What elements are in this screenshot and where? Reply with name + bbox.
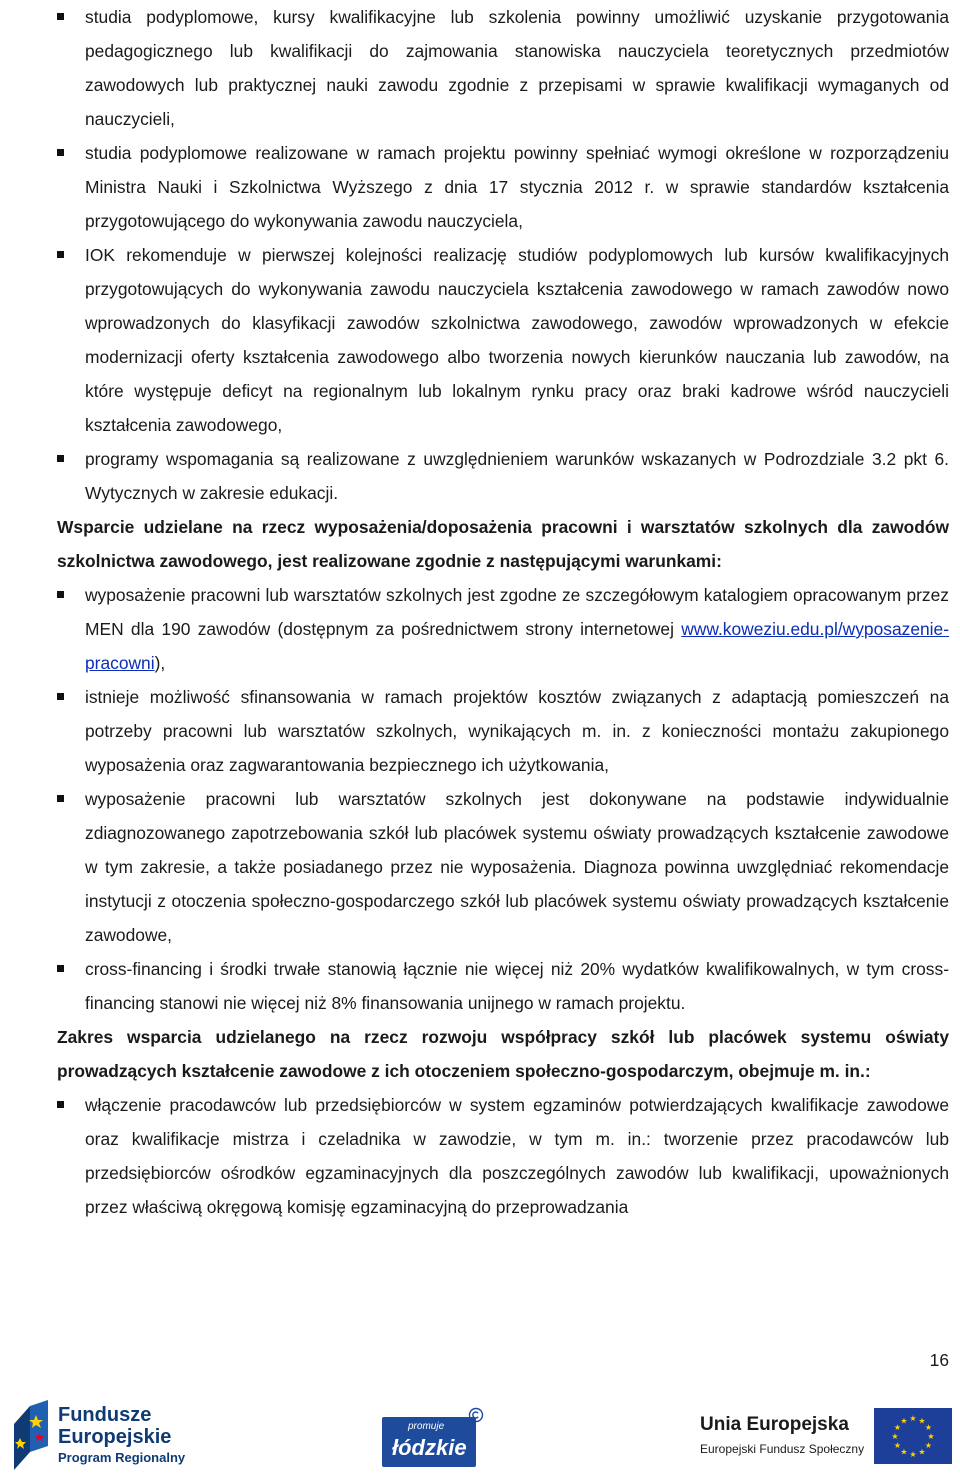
fe-line2: Europejskie <box>58 1426 172 1448</box>
list-item <box>57 578 949 680</box>
list-item: programy wspomagania są realizowane z uwzględnieniem warunków wskazanych w Podrozdziale 3.2 pkt 6. Wytycznych w zakresie edukacji. <box>57 442 949 510</box>
list-item: studia podyplomowe, kursy kwalifikacyjne lub szkolenia powinny umożliwić uzyskanie przygotowania pedagogicznego lub kwalifikacji do zajmowania stanowiska nauczyciela teoretycznych przedmiotów zawodowych lub praktycznej nauki zawodu zgodnie z przepisami w sprawie kwalifikacji wymaganych od nauczycieli, <box>57 0 949 136</box>
document-body <box>57 0 949 1224</box>
list-item-text: ), <box>154 653 166 673</box>
lodz-box <box>382 1417 476 1467</box>
svg-text:★: ★ <box>918 1447 926 1457</box>
page-number: 16 <box>929 1350 949 1370</box>
section-heading-cooperation: Zakres wsparcia udzielanego na rzecz rozwoju współpracy szkół lub placówek systemu oświaty prowadzących kształcenie zawodowe z ich otoczeniem społeczno-gospodarczym, obejmuje m. in.: <box>57 1027 949 1081</box>
list-item: istnieje możliwość sfinansowania w ramach projektów kosztów związanych z adaptacją pomieszczeń na potrzeby pracowni lub warsztatów szkolnych, wynikających m. in. z konieczności montażu zakupionego wyposażenia oraz zagwarantowania bezpiecznego ich użytkowania, <box>57 680 949 782</box>
fundusze-europejskie-logo <box>8 1398 208 1472</box>
fe-text <box>58 1404 185 1468</box>
list-item: studia podyplomowe realizowane w ramach projektu powinny spełniać wymogi określone w rozporządzeniu Ministra Nauki i Szkolnictwa Wyższego z dnia 17 stycznia 2012 r. w sprawie standardów kształcenia przygotowującego do wykonywania zawodu nauczyciela, <box>57 136 949 238</box>
svg-text:★: ★ <box>900 1447 908 1457</box>
copyright-icon <box>468 1407 484 1423</box>
svg-text:★: ★ <box>927 1432 935 1441</box>
lodz-big-text: łódzkie <box>392 1435 467 1460</box>
koweziu-link[interactable]: www.koweziu.edu.pl/wyposazenie-pracowni <box>85 619 949 673</box>
list-item: włączenie pracodawców lub przedsiębiorców w system egzaminów potwierdzających kwalifikacje zawodowe oraz kwalifikacje mistrza i czeladnika w zawodzie, w tym m. in.: tworzenie przez pracodawców lub przedsiębiorców ośrodków egzaminacyjnych dla poszczególnych zawodów lub kwalifikacji, upoważnionych przez właściwą okręgową komisję egzaminacyjną do przeprowadzania <box>57 1088 949 1224</box>
fe-line1: Fundusze <box>58 1404 152 1426</box>
bullet-list-1 <box>57 0 949 510</box>
svg-text:★: ★ <box>909 1450 917 1459</box>
fe-line3: Program Regionalny <box>58 1450 186 1465</box>
svg-text:★: ★ <box>918 1416 926 1426</box>
svg-text:★: ★ <box>924 1441 933 1450</box>
promuje-lodzkie-logo <box>382 1407 482 1469</box>
svg-text:★: ★ <box>900 1416 908 1426</box>
eu-flag-icon <box>874 1408 952 1464</box>
svg-text:★: ★ <box>924 1423 933 1432</box>
ue-line2: Europejski Fundusz Społeczny <box>700 1442 865 1456</box>
bullet-list-3 <box>57 1088 949 1224</box>
list-item: cross-financing i środki trwałe stanowią łącznie nie więcej niż 20% wydatków kwalifikowalnych, w tym cross-financing stanowi nie więcej niż 8% finansowania unijnego w ramach projektu. <box>57 952 949 1020</box>
fe-stars-icon <box>8 1398 54 1472</box>
svg-text:★: ★ <box>909 1414 917 1423</box>
svg-text:★: ★ <box>893 1423 902 1432</box>
list-item: wyposażenie pracowni lub warsztatów szkolnych jest dokonywane na podstawie indywidualnie zdiagnozowanego zapotrzebowania szkół lub placówek systemu oświaty prowadzących kształcenie zawodowe w tym zakresie, a także posiadanego przez nie wyposażenia. Diagnoza powinna uwzględniać rekomendacje instytucji z otoczenia społeczno-gospodarczego szkół lub placówek systemu oświaty prowadzących kształcenie zawodowe, <box>57 782 949 952</box>
svg-text:★: ★ <box>893 1441 902 1450</box>
list-item-text: wyposażenie pracowni lub warsztatów szkolnych jest zgodne ze szczegółowym katalogiem opracowanym przez MEN dla 190 zawodów (dostępnym za pośrednictwem strony internetowej <box>85 585 949 639</box>
bullet-list-2 <box>57 578 949 1020</box>
unia-europejska-logo <box>700 1408 954 1468</box>
ue-line1: Unia Europejska <box>700 1414 849 1435</box>
list-item: IOK rekomenduje w pierwszej kolejności realizację studiów podyplomowych lub kursów kwalifikacyjnych przygotowujących do wykonywania zawodu nauczyciela kształcenia zawodowego w ramach zawodów nowo wprowadzonych do klasyfikacji zawodów szkolnictwa zawodowego, zawodów wprowadzonych w efekcie modernizacji oferty kształcenia zawodowego albo tworzenia nowych kierunków nauczania lub zawodów, na które występuje deficyt na regionalnym lub lokalnym rynku pracy oraz braki kadrowe wśród nauczycieli kształcenia zawodowego, <box>57 238 949 442</box>
section-heading-equipment: Wsparcie udzielane na rzecz wyposażenia/doposażenia pracowni i warsztatów szkolnych dla zawodów szkolnictwa zawodowego, jest realizowane zgodnie z następującymi warunkami: <box>57 517 949 571</box>
svg-text:★: ★ <box>891 1432 899 1441</box>
lodz-small-text: promuje <box>408 1421 445 1432</box>
